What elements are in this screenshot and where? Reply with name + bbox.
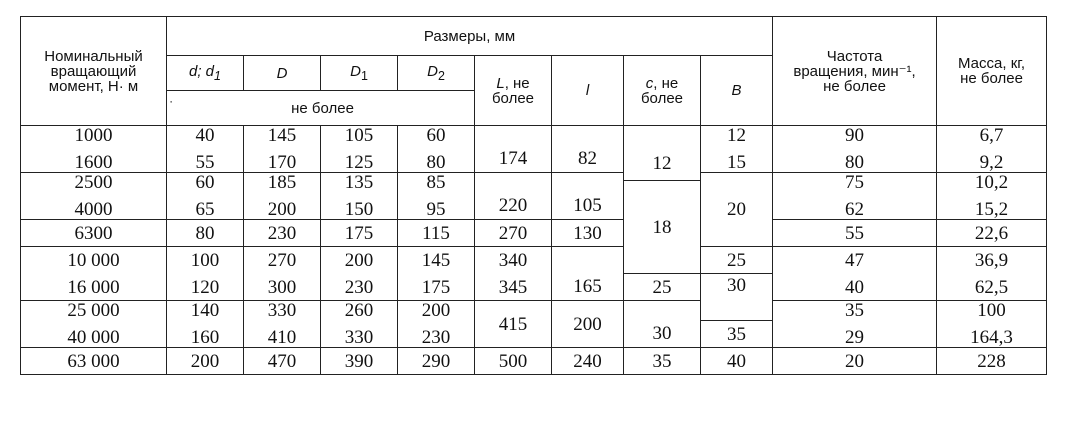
cell-d-a: 60 <box>195 172 215 193</box>
cell-d-a: 140 <box>190 300 220 321</box>
cell-D2 <box>398 301 475 348</box>
cell-freq-b: 62 <box>845 199 865 220</box>
cell-d-b: 160 <box>190 327 220 348</box>
cell-B: 35 <box>701 321 773 348</box>
coupling-dimensions-table <box>20 16 1047 375</box>
cell-D1-a: 200 <box>344 249 374 271</box>
header-L <box>475 56 552 126</box>
cell-l-value: 105 <box>573 195 602 216</box>
cell-torque-b: 40 000 <box>67 327 120 348</box>
cell-d: 80 <box>167 220 244 247</box>
cell-torque: 63 000 <box>21 348 167 375</box>
cell-L <box>475 173 552 220</box>
cell-D: 470 <box>244 348 321 375</box>
header-D2 <box>398 56 475 91</box>
cell-mass <box>937 126 1047 173</box>
cell-D2-b: 230 <box>421 327 451 348</box>
cell-freq-a: 90 <box>845 125 865 146</box>
cell-D2-b: 80 <box>426 152 446 173</box>
cell-torque-a: 2500 <box>74 172 113 193</box>
cell-L-b: 345 <box>498 276 528 298</box>
header-D <box>244 56 321 91</box>
cell-mass-a: 6,7 <box>979 125 1004 146</box>
cell-c <box>624 126 701 181</box>
cell-D-b: 410 <box>267 327 297 348</box>
cell-mass-b: 164,3 <box>970 327 1013 348</box>
header-stray-dot: · <box>169 93 174 108</box>
header-D2-subscript: 2 <box>437 68 445 83</box>
cell-L-value: 220 <box>498 195 528 216</box>
cell-B-value: 30 <box>727 275 747 296</box>
cell-mass <box>937 173 1047 220</box>
cell-c-value: 12 <box>652 153 672 174</box>
cell-D-a: 185 <box>267 172 297 193</box>
cell-l <box>552 173 624 220</box>
cell-D <box>244 301 321 348</box>
cell-torque-a: 25 000 <box>67 300 120 321</box>
header-L-suffix: , не более <box>491 74 535 107</box>
header-d-d1-symbol: d; d <box>189 62 215 80</box>
cell-freq <box>773 301 937 348</box>
header-d-d1 <box>167 56 244 91</box>
cell-freq <box>773 126 937 173</box>
cell-D1-b: 125 <box>344 152 374 173</box>
cell-d-b: 120 <box>190 276 220 298</box>
cell-D2 <box>398 126 475 173</box>
cell-torque-b: 16 000 <box>67 276 120 298</box>
cell-freq-a: 75 <box>845 172 865 193</box>
cell-D1-a: 260 <box>344 300 374 321</box>
cell-D2 <box>398 173 475 220</box>
cell-torque <box>21 247 167 301</box>
header-mass: Масса, кг, не более <box>937 17 1047 126</box>
header-L-symbol: L <box>496 74 505 92</box>
cell-freq <box>773 173 937 220</box>
cell-D1-b: 150 <box>344 199 374 220</box>
cell-D1-b: 230 <box>344 276 374 298</box>
header-c-suffix: , не более <box>640 74 684 107</box>
cell-torque-b: 4000 <box>74 199 113 220</box>
cell-D-a: 270 <box>267 249 297 271</box>
header-D1 <box>321 56 398 91</box>
cell-c <box>624 301 701 348</box>
cell-D1-a: 105 <box>344 125 374 146</box>
cell-c <box>624 181 701 274</box>
cell-D2-b: 175 <box>421 276 451 298</box>
cell-D2: 115 <box>398 220 475 247</box>
cell-d-a: 40 <box>195 125 215 146</box>
cell-B <box>701 126 773 173</box>
cell-D2-a: 145 <box>421 249 451 271</box>
cell-mass-a: 100 <box>977 300 1006 321</box>
cell-B <box>701 173 773 247</box>
cell-torque <box>21 173 167 220</box>
header-d-d1-subscript: 1 <box>214 68 221 83</box>
cell-D2 <box>398 247 475 301</box>
table-row <box>21 173 1047 181</box>
cell-l-value: 165 <box>573 276 602 297</box>
header-c-symbol: c <box>645 74 654 92</box>
cell-c: 35 <box>624 348 701 375</box>
table-row <box>21 301 1047 321</box>
header-l <box>552 56 624 126</box>
cell-freq-b: 29 <box>845 327 865 348</box>
cell-D-a: 330 <box>267 300 297 321</box>
cell-mass <box>937 247 1047 301</box>
header-rotation-frequency: Частота вращения, мин⁻¹, не более <box>773 17 937 126</box>
cell-d-b: 65 <box>195 199 215 220</box>
cell-d <box>167 301 244 348</box>
cell-D1 <box>321 247 398 301</box>
cell-D2-b: 95 <box>426 199 446 220</box>
cell-L-value: 174 <box>498 148 528 169</box>
cell-freq-b: 80 <box>845 152 865 173</box>
cell-torque <box>21 126 167 173</box>
cell-torque-b: 1600 <box>74 152 113 173</box>
cell-d <box>167 126 244 173</box>
cell-D2-a: 60 <box>426 125 446 146</box>
header-torque: Номинальный вращающий момент, Н· м <box>21 17 167 126</box>
cell-d <box>167 173 244 220</box>
cell-D <box>244 173 321 220</box>
cell-l <box>552 247 624 301</box>
cell-torque-a: 1000 <box>74 125 113 146</box>
cell-torque-a: 10 000 <box>67 249 120 271</box>
cell-D2: 290 <box>398 348 475 375</box>
cell-torque <box>21 301 167 348</box>
header-not-more <box>167 91 475 126</box>
cell-freq-b: 40 <box>845 276 865 298</box>
cell-D1 <box>321 173 398 220</box>
cell-c-value: 30 <box>652 323 672 344</box>
cell-mass: 228 <box>937 348 1047 375</box>
cell-d-b: 55 <box>195 152 215 173</box>
cell-l-value: 82 <box>578 148 597 169</box>
cell-mass: 22,6 <box>937 220 1047 247</box>
cell-B: 40 <box>701 348 773 375</box>
header-c <box>624 56 701 126</box>
header-D1-symbol: D <box>350 62 361 80</box>
cell-l <box>552 126 624 173</box>
cell-freq: 55 <box>773 220 937 247</box>
header-D-symbol: D <box>276 64 288 82</box>
cell-mass-a: 10,2 <box>974 172 1009 193</box>
cell-D1 <box>321 301 398 348</box>
cell-mass-b: 15,2 <box>974 199 1009 220</box>
cell-D <box>244 126 321 173</box>
header-not-more-label: не более <box>291 99 354 117</box>
cell-L: 500 <box>475 348 552 375</box>
table-row <box>21 348 1047 375</box>
header-l-symbol: l <box>585 82 590 99</box>
table-row <box>21 220 1047 247</box>
cell-D-b: 170 <box>267 152 297 173</box>
cell-B-value: 20 <box>727 199 747 220</box>
header-dimensions-group: Размеры, мм <box>167 17 773 56</box>
cell-D-a: 145 <box>267 125 297 146</box>
table-row <box>21 247 1047 274</box>
cell-D1: 175 <box>321 220 398 247</box>
cell-D1 <box>321 126 398 173</box>
cell-B <box>701 274 773 321</box>
cell-d: 200 <box>167 348 244 375</box>
cell-D-b: 300 <box>267 276 297 298</box>
header-B-symbol: B <box>731 82 742 99</box>
cell-l: 240 <box>552 348 624 375</box>
cell-mass <box>937 301 1047 348</box>
header-D1-subscript: 1 <box>360 68 368 83</box>
cell-D <box>244 247 321 301</box>
cell-D1: 390 <box>321 348 398 375</box>
cell-D-b: 200 <box>267 199 297 220</box>
cell-d-a: 100 <box>190 249 220 271</box>
cell-D2-a: 85 <box>426 172 446 193</box>
cell-B-b: 15 <box>727 152 747 173</box>
cell-B-a: 12 <box>727 125 747 146</box>
cell-mass-b: 62,5 <box>974 276 1009 298</box>
cell-l: 200 <box>552 301 624 348</box>
cell-l: 130 <box>552 220 624 247</box>
cell-L: 270 <box>475 220 552 247</box>
header-B <box>701 56 773 126</box>
cell-d <box>167 247 244 301</box>
cell-D1-b: 330 <box>344 327 374 348</box>
cell-freq <box>773 247 937 301</box>
cell-L <box>475 247 552 301</box>
cell-L: 415 <box>475 301 552 348</box>
cell-D1-a: 135 <box>344 172 374 193</box>
cell-L-a: 340 <box>498 249 528 271</box>
header-D2-symbol: D <box>427 62 438 80</box>
cell-freq: 20 <box>773 348 937 375</box>
cell-c-value: 18 <box>652 216 672 238</box>
cell-torque: 6300 <box>21 220 167 247</box>
cell-B: 25 <box>701 247 773 274</box>
cell-freq-a: 47 <box>845 249 865 271</box>
cell-L <box>475 126 552 173</box>
cell-D2-a: 200 <box>421 300 451 321</box>
cell-D: 230 <box>244 220 321 247</box>
cell-freq-a: 35 <box>845 300 865 321</box>
cell-mass-b: 9,2 <box>979 152 1004 173</box>
cell-mass-a: 36,9 <box>974 249 1009 271</box>
cell-c: 25 <box>624 274 701 301</box>
